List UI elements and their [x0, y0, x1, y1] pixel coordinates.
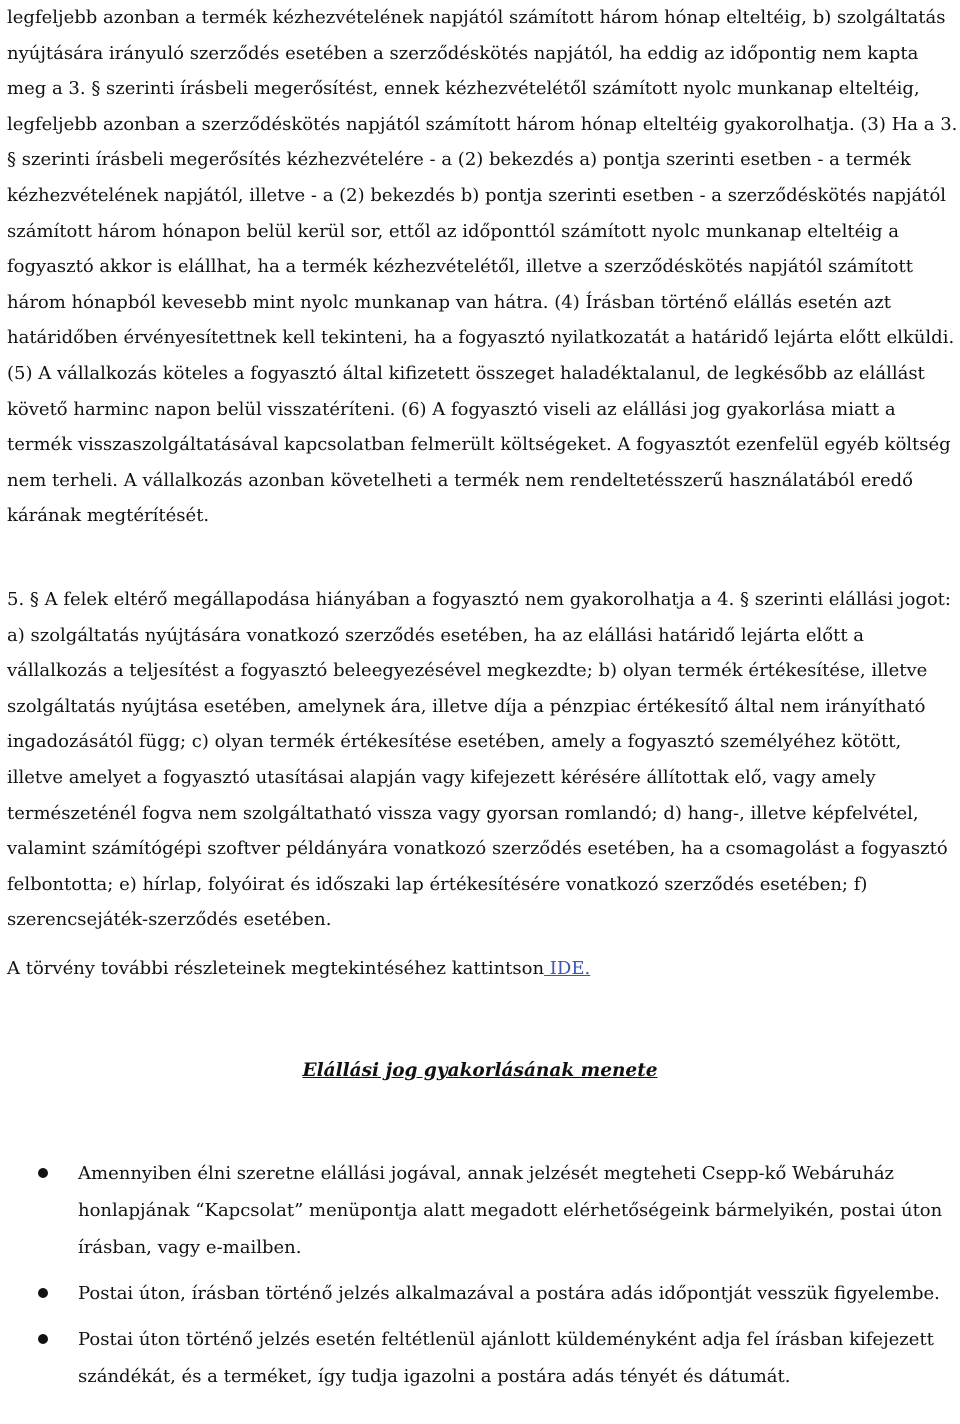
- list-item-text: Postai úton történő jelzés esetén feltétlenül ajánlott küldeményként adja fel írásban kifejezett szándékát, és a terméket, így tudja igazolni a postára adás tényét és dátumát.: [78, 1329, 934, 1387]
- ide-link[interactable]: IDE.: [544, 958, 591, 979]
- list-item: [0, 1155, 960, 1266]
- bullet-dot-icon: [38, 1168, 48, 1178]
- list-item: [0, 1321, 960, 1395]
- tovabbi-reszletek-text: A törvény további részleteinek megtekintéséhez kattintson: [7, 958, 545, 979]
- paragraph-tovabbi-reszletek: [7, 951, 960, 987]
- paragraph-5-paragrafus: 5. § A felek eltérő megállapodása hiányában a fogyasztó nem gyakorolhatja a 4. § szerinti elállási jogot: a) szolgáltatás nyújtására vonatkozó szerződés esetében, ha az elállási határidő lejárta előtt a vállalkozás a teljesítést a fogyasztó beleegyezésével megkezdte; b) olyan termék értékesítése, illetve szolgáltatás nyújtása esetében, amelynek ára, illetve díja a pénzpiac értékesítő által nem irányítható ingadozásától függ; c) olyan termék értékesítése esetében, amely a fogyasztó személyéhez kötött, illetve amelyet a fogyasztó utasításai alapján vagy kifejezett kérésére állítottak elő, vagy amely természeténél fogva nem szolgáltatható vissza vagy gyorsan romlandó; d) hang-, illetve képfelvétel, valamint számítógépi szoftver példányára vonatkozó szerződés esetében, ha a csomagolást a fogyasztó felbontotta; e) hírlap, folyóirat és időszaki lap értékesítésére vonatkozó szerződés esetében; f) szerencsejáték-szerződés esetében.: [7, 589, 951, 931]
- paragraph-elallas-hatarido: legfeljebb azonban a termék kézhezvételének napjától számított három hónap elteltéig, b) szolgáltatás nyújtására irányuló szerződés esetében a szerződéskötés napjától, ha eddig az időpontig nem kapta meg a 3. § szerinti írásbeli megerősítést, ennek kézhezvételétől számított nyolc munkanap elteltéig, legfeljebb azonban a szerződéskötés napjától számított három hónap elteltéig gyakorolhatja. (3) Ha a 3. § szerinti írásbeli megerősítés kézhezvételére - a (2) bekezdés a) pontja szerinti esetben - a termék kézhezvételének napjától, illetve - a (2) bekezdés b) pontja szerinti esetben - a szerződéskötés napjától számított három hónapon belül kerül sor, ettől az időponttól számított nyolc munkanap elteltéig a fogyasztó akkor is elállhat, ha a termék kézhezvételétől, illetve a szerződéskötés napjától számított három hónapból kevesebb mint nyolc munkanap van hátra. (4) Írásban történő elállás esetén azt határidőben érvényesítettnek kell tekinteni, ha a fogyasztó nyilatkozatát a határidő lejárta előtt elküldi. (5) A vállalkozás köteles a fogyasztó által kifizetett összeget haladéktalanul, de legkésőbb az elállást követő harminc napon belül visszatéríteni. (6) A fogyasztó viseli az elállási jog gyakorlása miatt a termék visszaszolgáltatásával kapcsolatban felmerült költségeket. A fogyasztót ezenfelül egyéb költség nem terheli. A vállalkozás azonban követelheti a termék nem rendeltetésszerű használatából eredő kárának megtérítését.: [7, 7, 958, 527]
- bullet-list: [0, 1155, 960, 1404]
- list-item-text: Amennyiben élni szeretne elállási jogával, annak jelzését megteheti Csepp-kő Webáruház honlapjának “Kapcsolat” menüpontja alatt megadott elérhetőségeink bármelyikén, postai úton írásban, vagy e-mailben.: [78, 1163, 943, 1258]
- bullet-dot-icon: [38, 1288, 48, 1298]
- list-item-text: Postai úton, írásban történő jelzés alkalmazával a postára adás időpontját vesszük figyelembe.: [78, 1283, 940, 1304]
- bullet-dot-icon: [38, 1334, 48, 1344]
- section-heading: Elállási jog gyakorlásának menete: [302, 1060, 658, 1081]
- list-item: [0, 1275, 960, 1312]
